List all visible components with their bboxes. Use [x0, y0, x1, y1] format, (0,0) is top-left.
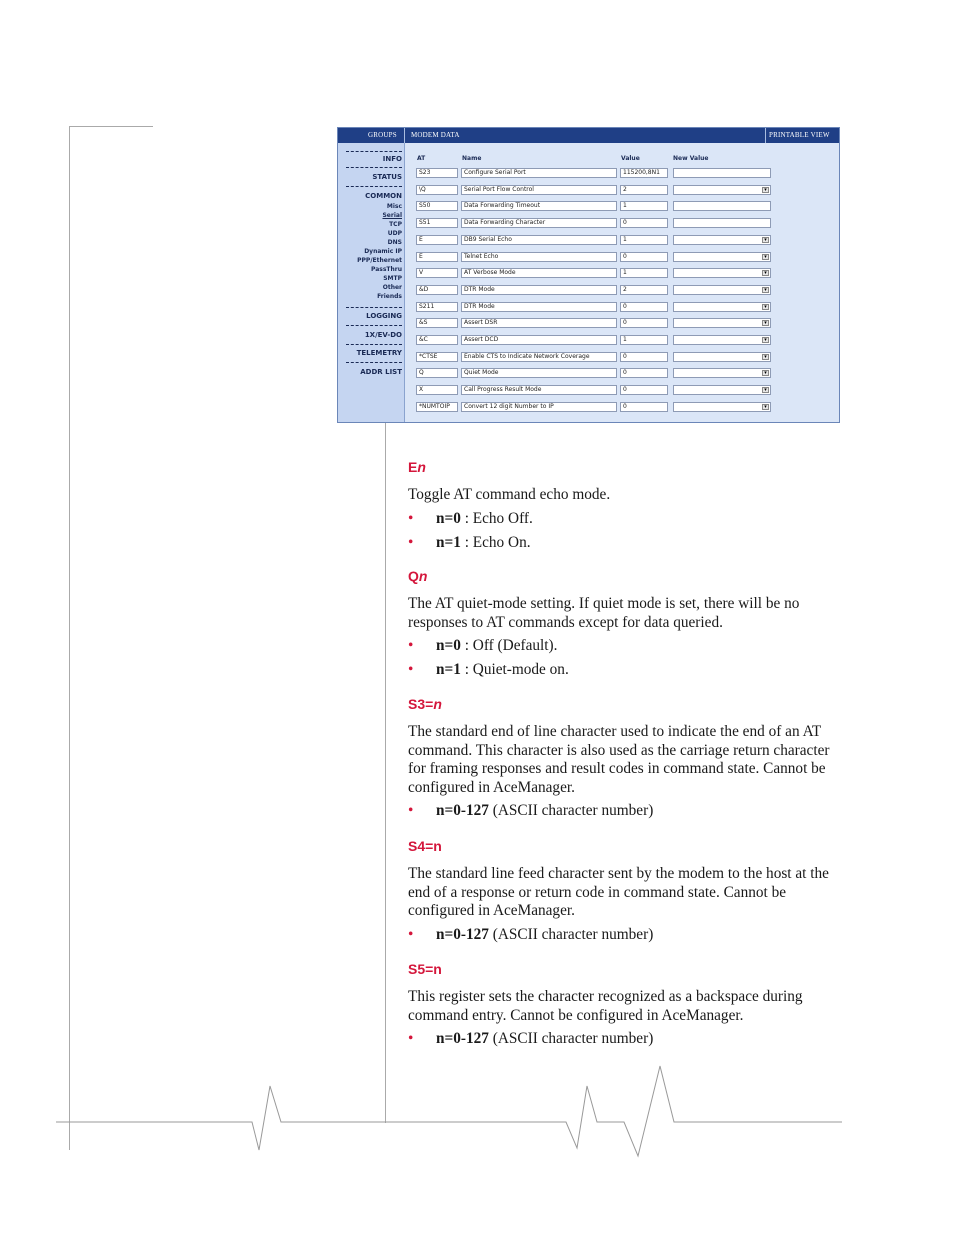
new-value-select[interactable]: [673, 352, 771, 362]
row-value-cell: 0: [620, 385, 668, 395]
row-at-cell: *CTSE: [416, 352, 458, 362]
dropdown-arrow-icon[interactable]: ▾: [762, 387, 769, 393]
groups-sidebar: [338, 143, 405, 422]
row-name-cell: Data Forwarding Timeout: [461, 201, 617, 211]
row-value-cell: 0: [620, 352, 668, 362]
column-header-new-value: New Value: [673, 155, 709, 162]
row-name-cell: Assert DSR: [461, 318, 617, 328]
group-dynamic-ip[interactable]: Dynamic IP: [364, 248, 402, 255]
group-other[interactable]: Other: [382, 284, 402, 291]
group-passthru[interactable]: PassThru: [370, 266, 402, 273]
heading-s3: S3=n: [408, 696, 442, 712]
paragraph-s5: This register sets the character recognized as a backspace during command entry. Cannot be configured in AceManager.: [408, 988, 803, 1024]
row-name-cell: Serial Port Flow Control: [461, 185, 617, 195]
frame-column-divider: [385, 423, 386, 1123]
dropdown-arrow-icon[interactable]: ▾: [762, 187, 769, 193]
column-header-at: AT: [417, 155, 426, 162]
new-value-select[interactable]: [673, 268, 771, 278]
row-value-cell: 1: [620, 235, 668, 245]
modem-data-tab[interactable]: MODEM DATA: [411, 131, 460, 139]
new-value-select[interactable]: [673, 302, 771, 312]
printable-view-link[interactable]: PRINTABLE VIEW: [769, 131, 830, 139]
dropdown-arrow-icon[interactable]: ▾: [762, 370, 769, 376]
row-at-cell: V: [416, 268, 458, 278]
row-at-cell: S51: [416, 218, 458, 228]
new-value-select[interactable]: [673, 185, 771, 195]
row-value-cell: 0: [620, 402, 668, 412]
new-value-input[interactable]: [673, 168, 771, 178]
group-serial[interactable]: Serial: [382, 212, 402, 219]
row-name-cell: DB9 Serial Echo: [461, 235, 617, 245]
row-value-cell: 115200,8N1: [620, 168, 668, 178]
frame-left-rule: [69, 126, 70, 1150]
row-at-cell: S211: [416, 302, 458, 312]
row-value-cell: 0: [620, 368, 668, 378]
row-at-cell: X: [416, 385, 458, 395]
row-at-cell: E: [416, 235, 458, 245]
row-at-cell: &S: [416, 318, 458, 328]
paragraph-s3: The standard end of line character used to indicate the end of an AT command. This character is also used as the carriage return character for framing responses and result codes in command state. Cannot be configured in AceManager.: [408, 723, 830, 797]
group-telemetry[interactable]: TELEMETRY: [356, 349, 402, 357]
group-common[interactable]: COMMON: [365, 192, 402, 200]
row-value-cell: 2: [620, 185, 668, 195]
row-name-cell: Convert 12 digit Number to IP: [461, 402, 617, 412]
row-value-cell: 0: [620, 318, 668, 328]
new-value-select[interactable]: [673, 368, 771, 378]
row-value-cell: 0: [620, 252, 668, 262]
dropdown-arrow-icon[interactable]: ▾: [762, 404, 769, 410]
dropdown-arrow-icon[interactable]: ▾: [762, 354, 769, 360]
dropdown-arrow-icon[interactable]: ▾: [762, 337, 769, 343]
modem-data-table: [406, 143, 839, 422]
new-value-input[interactable]: [673, 201, 771, 211]
new-value-select[interactable]: [673, 402, 771, 412]
new-value-select[interactable]: [673, 385, 771, 395]
new-value-input[interactable]: [673, 218, 771, 228]
dropdown-arrow-icon[interactable]: ▾: [762, 304, 769, 310]
groups-header: GROUPS: [368, 131, 397, 139]
dropdown-arrow-icon[interactable]: ▾: [762, 270, 769, 276]
group-1x-evdo[interactable]: 1X/EV-DO: [364, 331, 402, 339]
group-tcp[interactable]: TCP: [389, 221, 402, 228]
paragraph-en: Toggle AT command echo mode.: [408, 486, 611, 503]
row-name-cell: Quiet Mode: [461, 368, 617, 378]
row-at-cell: S23: [416, 168, 458, 178]
row-at-cell: \Q: [416, 185, 458, 195]
group-misc[interactable]: Misc: [386, 203, 402, 210]
row-name-cell: Data Forwarding Character: [461, 218, 617, 228]
column-header-name: Name: [462, 155, 482, 162]
row-value-cell: 1: [620, 268, 668, 278]
group-friends[interactable]: Friends: [377, 293, 402, 300]
row-value-cell: 1: [620, 201, 668, 211]
row-value-cell: 0: [620, 302, 668, 312]
row-name-cell: Enable CTS to Indicate Network Coverage: [461, 352, 617, 362]
row-name-cell: AT Verbose Mode: [461, 268, 617, 278]
row-name-cell: Telnet Echo: [461, 252, 617, 262]
dropdown-arrow-icon[interactable]: ▾: [762, 287, 769, 293]
row-at-cell: E: [416, 252, 458, 262]
new-value-select[interactable]: [673, 285, 771, 295]
row-value-cell: 2: [620, 285, 668, 295]
row-name-cell: DTR Mode: [461, 285, 617, 295]
row-name-cell: Assert DCD: [461, 335, 617, 345]
row-value-cell: 0: [620, 218, 668, 228]
row-at-cell: &D: [416, 285, 458, 295]
group-addr-list[interactable]: ADDR LIST: [360, 368, 402, 376]
acemanager-screenshot: [337, 127, 840, 423]
frame-top-rule: [69, 126, 153, 127]
group-dns[interactable]: DNS: [387, 239, 402, 246]
group-info[interactable]: INFO: [382, 155, 402, 163]
group-udp[interactable]: UDP: [387, 230, 402, 237]
new-value-select[interactable]: [673, 318, 771, 328]
heading-qn: Qn: [408, 568, 428, 584]
new-value-select[interactable]: [673, 335, 771, 345]
heading-en: En: [408, 459, 426, 475]
paragraph-qn: The AT quiet-mode setting. If quiet mode is set, there will be no responses to AT commands except for data queried.: [408, 595, 800, 631]
screenshot-header-bar: [338, 128, 839, 143]
dropdown-arrow-icon[interactable]: ▾: [762, 254, 769, 260]
paragraph-s4: The standard line feed character sent by the modem to the host at the end of a response or return code in command state. Cannot be configured in AceManager.: [408, 865, 829, 920]
row-name-cell: Configure Serial Port: [461, 168, 617, 178]
row-at-cell: Q: [416, 368, 458, 378]
heading-s5: S5=n: [408, 961, 442, 977]
column-header-value: Value: [621, 155, 640, 162]
row-value-cell: 1: [620, 335, 668, 345]
group-logging[interactable]: LOGGING: [366, 312, 402, 320]
dropdown-arrow-icon[interactable]: ▾: [762, 237, 769, 243]
new-value-select[interactable]: [673, 235, 771, 245]
row-at-cell: *NUMTOIP: [416, 402, 458, 412]
row-at-cell: &C: [416, 335, 458, 345]
heading-s4: S4=n: [408, 838, 442, 854]
footer-pulse-line: [56, 1060, 846, 1160]
new-value-select[interactable]: [673, 252, 771, 262]
group-ppp-ethernet[interactable]: PPP/Ethernet: [357, 257, 402, 264]
group-smtp[interactable]: SMTP: [383, 275, 402, 282]
dropdown-arrow-icon[interactable]: ▾: [762, 320, 769, 326]
row-at-cell: S50: [416, 201, 458, 211]
group-status[interactable]: STATUS: [372, 173, 402, 181]
row-name-cell: DTR Mode: [461, 302, 617, 312]
row-name-cell: Call Progress Result Mode: [461, 385, 617, 395]
